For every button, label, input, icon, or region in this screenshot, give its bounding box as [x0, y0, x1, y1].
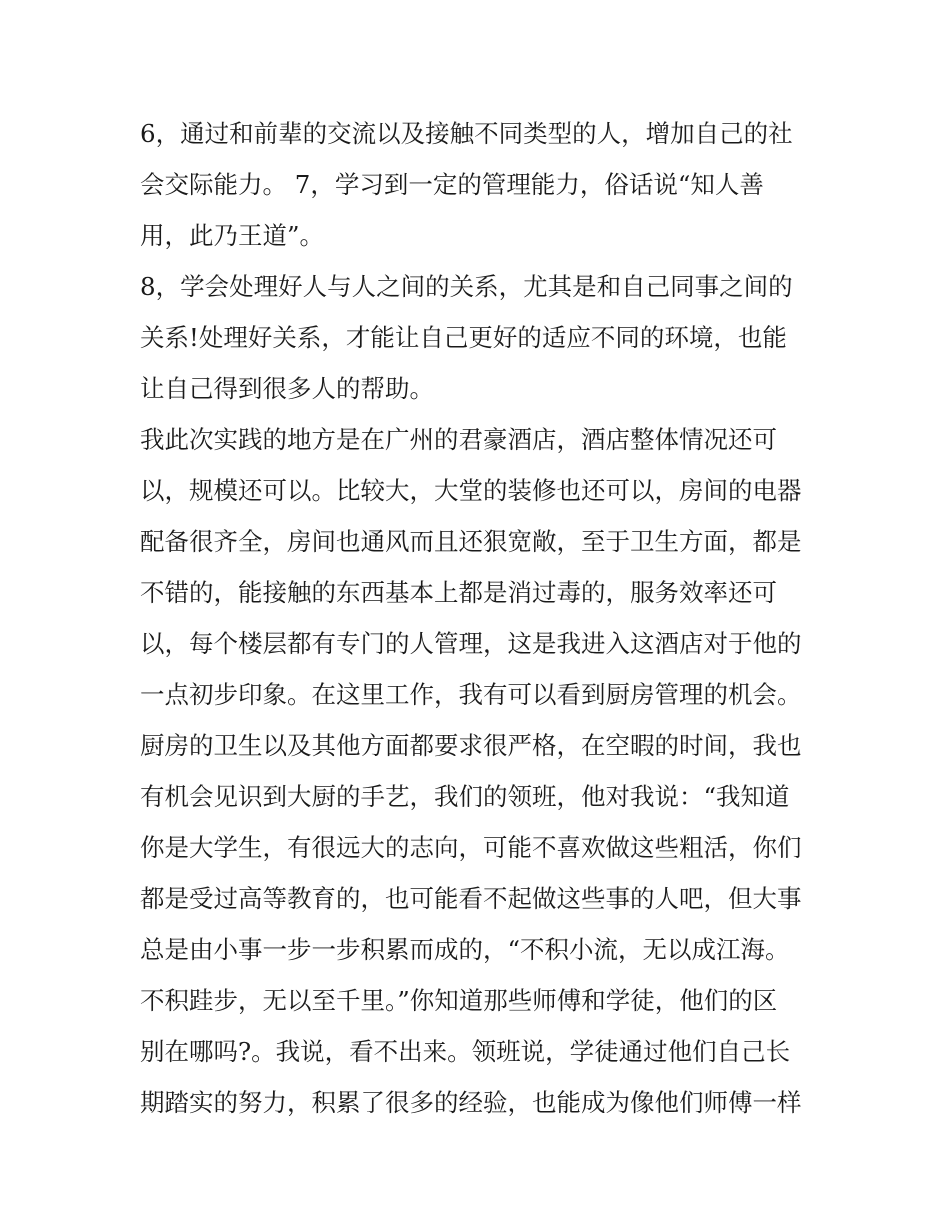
text-line: 以，每个楼层都有专门的人管理，这是我进入这酒店对于他的 — [140, 629, 802, 658]
body-text — [140, 108, 830, 1128]
text-line: 别在哪吗?。我说，看不出来。领班说，学徒通过他们自己长 — [140, 1037, 791, 1066]
text-line: 不错的，能接触的东西基本上都是消过毒的，服务效率还可 — [140, 578, 777, 607]
text-line: 一点初步印象。在这里工作，我有可以看到厨房管理的机会。 — [140, 680, 802, 709]
text-line: 你是大学生，有很远大的志向，可能不喜欢做这些粗活，你们 — [140, 833, 802, 862]
text-line: 8，学会处理好人与人之间的关系，尤其是和自己同事之间的 — [140, 272, 793, 301]
text-line: 期踏实的努力，积累了很多的经验，也能成为像他们师傅一样 — [140, 1088, 802, 1117]
text-line: 都是受过高等教育的，也可能看不起做这些事的人吧，但大事 — [140, 884, 802, 913]
text-line: 配备很齐全，房间也通风而且还狠宽敞，至于卫生方面，都是 — [140, 527, 802, 556]
text-line: 以，规模还可以。比较大，大堂的装修也还可以，房间的电器 — [140, 476, 802, 505]
text-line: 厨房的卫生以及其他方面都要求很严格，在空暇的时间，我也 — [140, 731, 802, 760]
text-line: 会交际能力。 7，学习到一定的管理能力，俗话说“知人善 — [140, 170, 764, 199]
text-line: 不积跬步，无以至千里。”你知道那些师傅和学徒，他们的区 — [140, 986, 778, 1015]
text-line: 让自己得到很多人的帮助。 — [140, 374, 434, 403]
text-line: 6，通过和前辈的交流以及接触不同类型的人，增加自己的社 — [140, 119, 793, 148]
text-line: 总是由小事一步一步积累而成的，“不积小流，无以成江海。 — [140, 935, 790, 964]
text-line: 用，此乃王道”。 — [140, 221, 325, 250]
text-line: 关系!处理好关系，才能让自己更好的适应不同的环境，也能 — [140, 323, 787, 352]
text-line: 有机会见识到大厨的手艺，我们的领班，他对我说：“我知道 — [140, 782, 790, 811]
text-line: 我此次实践的地方是在广州的君豪酒店，酒店整体情况还可 — [140, 425, 777, 454]
